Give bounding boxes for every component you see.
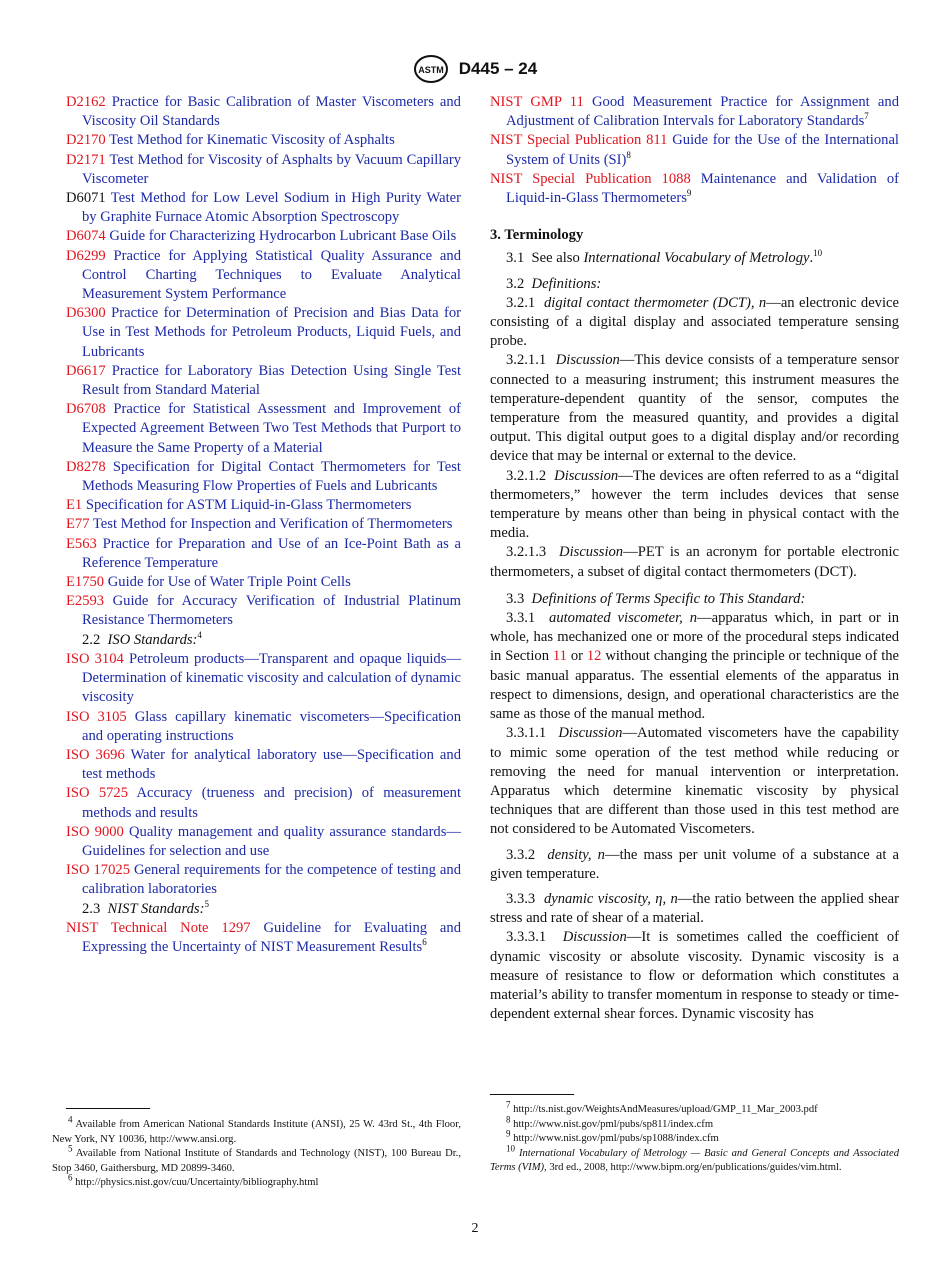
reference-item [66,861,461,899]
reference-code-link[interactable]: D8278 [66,458,106,475]
footnote-number: 4 [68,1114,73,1125]
page-header [0,54,950,84]
reference-item [66,189,461,227]
footnote-text: , 3rd ed., 2008, http://www.bipm.org/en/publications/guides/vim.html. [544,1162,842,1174]
reference-item [66,573,461,592]
footnote-text: Available from National Institute of Standards and Technology (NIST), 100 Bureau Dr., Stop 3460, Gaithersburg, MD 20899-3460. [52,1148,461,1174]
footnote-item [490,1128,899,1147]
reference-title-link[interactable]: Practice for Statistical Assessment and Improvement of Expected Agreement Between Two Test Methods that Purport to Measure the Same Property of a Material [82,401,461,456]
reference-item [490,93,899,131]
footnote-number: 5 [68,1143,73,1154]
footnote-marker: 6 [422,937,427,948]
iso-reference-list [66,650,461,900]
para-3-3-1: 3.3.1 automated viscometer, n—apparatus which, in part or in whole, has mechanized one or more of the procedural steps indicated in Section 11 or 12 without changing the principle or technique of the basic manual apparatus. The essential elements of the apparatus in respect to dimensions, design, and operational characteristics are the same as those of the manual method. [490,610,900,723]
para-3-1: 3.1 See also International Vocabulary of Metrology.$^{10}$ [506,248,823,267]
footnote-item [52,1114,461,1147]
reference-code-link[interactable]: D6074 [66,228,106,245]
reference-code-link[interactable]: ISO 5725 [66,785,129,802]
reference-code-link[interactable]: D2170 [66,132,106,149]
right-column [490,93,899,1024]
reference-item [66,227,461,246]
reference-code-link[interactable]: NIST Special Publication 811 [490,132,668,149]
reference-item [66,592,461,630]
reference-item [66,304,461,362]
reference-title-link[interactable]: Practice for Determination of Precision and Bias Data for Use in Test Methods for Petroleum Products, Liquid Fuels, and Lubricants [82,305,461,360]
footnote-number: 9 [506,1128,511,1139]
reference-title-link[interactable]: Test Method for Low Level Sodium in High Purity Water by Graphite Furnace Atomic Absorption Spectroscopy [82,190,462,226]
reference-code-link[interactable]: D6071 [66,190,106,207]
footnotes-right [490,1099,899,1176]
reference-title-link[interactable]: Specification for Digital Contact Thermometers for Test Methods Measuring Flow Properties of Fuels and Lubricants [82,458,461,495]
footnotes-left [52,1114,461,1191]
reference-code-link[interactable]: D6299 [66,247,106,264]
reference-code-link[interactable]: E77 [66,516,90,533]
reference-code-link[interactable]: NIST GMP 11 [490,94,584,110]
reference-item [66,708,461,746]
reference-title-link[interactable]: Test Method for Inspection and Verification of Thermometers [92,516,453,533]
reference-code-link[interactable]: E563 [66,535,97,552]
footnote-number: 6 [68,1172,73,1183]
reference-title-link[interactable]: Accuracy (trueness and precision) of measurement methods and results [82,785,461,821]
reference-title-link[interactable]: Practice for Laboratory Bias Detection Using Single Test Result from Standard Material [82,362,461,399]
reference-title-link[interactable]: Glass capillary kinematic viscometers—Specification and operating instructions [82,708,461,744]
reference-code-link[interactable]: D6617 [66,362,106,379]
left-column [66,93,461,957]
footnote-marker: 8 [626,149,631,160]
reference-code-link[interactable]: ISO 3696 [66,746,125,763]
reference-item [66,93,461,131]
terminology-heading: 3. Terminology [490,227,584,244]
para-3-2: 3.2 Definitions: [506,275,602,292]
nist-reference-list-right [490,93,899,208]
reference-title-link[interactable]: Practice for Basic Calibration of Master Viscometers and Viscosity Oil Standards [82,94,461,130]
reference-item [490,131,899,169]
reference-code-link[interactable]: ISO 9000 [66,823,124,840]
para-3-2-1-1: 3.2.1.1 Discussion—This device consists of a temperature sensor connected to a measuring instrument; this instrument measures the temperature-dependent quantity of the sensor, computes the temperature from the measured quantity, and provides a digital output. This digital output goes to a digital display and/or recording device that may be internal or external to the device. [490,352,899,465]
footnote-item [490,1114,899,1133]
reference-title-link[interactable]: Water for analytical laboratory use—Specification and test methods [82,746,462,783]
reference-title-link[interactable]: Specification for ASTM Liquid-in-Glass Thermometers [85,497,412,514]
reference-item [490,170,899,208]
footnote-item [52,1172,461,1191]
reference-title-link[interactable]: Test Method for Viscosity of Asphalts by Vacuum Capillary Viscometer [82,151,461,187]
reference-code-link[interactable]: D2171 [66,151,106,168]
footnote-marker: 7 [864,111,869,122]
reference-code-link[interactable]: NIST Technical Note 1297 [66,919,251,936]
reference-code-link[interactable]: E1 [66,497,83,514]
section-link-12[interactable]: 12 [586,648,602,665]
reference-item [66,515,461,534]
para-3-3-3: 3.3.3 dynamic viscosity, η, n—the ratio between the applied shear stress and rate of shear of a material. [490,890,900,927]
reference-title-link[interactable]: Quality management and quality assurance standards—Guidelines for selection and use [82,823,461,859]
reference-title-link[interactable]: Practice for Applying Statistical Quality Assurance and Control Charting Techniques to Evaluate Analytical Measurement System Performance [82,247,461,303]
footnote-divider-left [66,1108,150,1109]
para-3-3: 3.3 Definitions of Terms Specific to This Standard: [506,590,806,607]
nist-standards-heading: 2.3 NIST Standards:$^5$ [82,898,209,917]
para-3-3-2: 3.3.2 density, n—the mass per unit volume of a substance at a given temperature. [490,846,899,882]
reference-item [66,919,461,957]
footnote-text: http://physics.nist.gov/cuu/Uncertainty/bibliography.html [75,1177,319,1189]
para-3-3-3-1: 3.3.3.1 Discussion—It is sometimes called the coefficient of dynamic viscosity or absolute viscosity. Dynamic viscosity is a measure of resistance to flow or deformation which constitutes a material’s ability to transfer momentum in response to steady or time-dependent external shear forces. Dynamic viscosity has [490,929,899,1023]
astm-logo-icon [413,54,449,84]
svg-text:ASTM: ASTM [418,65,444,75]
footnote-number: 8 [506,1114,511,1125]
para-3-3-1-1: 3.3.1.1 Discussion—Automated viscometers have the capability to mimic some operation of the test method while reducing or removing the need for manual intervention or interpretation. Apparatus which determine kinematic viscosity by physical techniques that are different than those used in this test method are not considered to be Automated Viscometers. [490,725,899,838]
reference-code-link[interactable]: ISO 3104 [66,650,124,667]
para-3-2-1-3: 3.2.1.3 Discussion—PET is an acronym for portable electronic thermometers, a subset of digital contact thermometers (DCT). [490,544,900,580]
page-number: 2 [471,1221,479,1236]
reference-code-link[interactable]: D2162 [66,94,106,110]
reference-title-link[interactable]: Guide for Characterizing Hydrocarbon Lubricant Base Oils [109,228,457,245]
para-3-2-1: 3.2.1 digital contact thermometer (DCT), n—an electronic device consisting of a digital display and associated temperature sensing probe. [490,294,899,350]
reference-item [66,400,461,458]
reference-code-link[interactable]: D6300 [66,305,106,322]
footnote-text: http://ts.nist.gov/WeightsAndMeasures/upload/GMP_11_Mar_2003.pdf [513,1104,818,1115]
nist-reference-list-left [66,919,461,957]
reference-item [66,650,461,708]
reference-item [66,496,461,515]
reference-item [66,746,461,784]
footnote-text: http://www.nist.gov/pml/pubs/sp1088/index.cfm [513,1133,719,1145]
reference-title-link[interactable]: Maintenance and Validation of Liquid-in-Glass Thermometers [506,170,899,207]
reference-item [66,362,461,400]
footnote-item [490,1099,899,1118]
reference-code-link[interactable]: ISO 3105 [66,708,127,725]
astm-reference-list [66,93,461,631]
reference-item [66,823,461,861]
footnote-item [52,1143,461,1176]
reference-code-link[interactable]: E1750 [66,574,105,591]
reference-item [66,131,461,150]
reference-code-link[interactable]: D6708 [66,401,106,418]
reference-code-link[interactable]: ISO 17025 [66,862,130,879]
reference-code-link[interactable]: NIST Special Publication 1088 [490,170,691,187]
reference-title-link[interactable]: Guide for Use of Water Triple Point Cells [107,574,351,591]
footnote-italic-title: International Vocabulary of Metrology — Basic and General Concepts and Associated Terms (VIM) [490,1147,899,1174]
reference-item [66,247,461,305]
footnote-text: Available from American National Standards Institute (ANSI), 25 W. 43rd St., 4th Floor, New York, NY 10036, http://www.ansi.org. [52,1119,461,1145]
reference-item [66,458,461,496]
reference-title-link[interactable]: Petroleum products—Transparent and opaque liquids—Determination of kinematic viscosity and calculation of dynamic viscosity [82,650,461,706]
iso-standards-heading: 2.2 ISO Standards:$^4$ [82,629,202,648]
reference-title-link[interactable]: General requirements for the competence of testing and calibration laboratories [82,862,461,898]
reference-title-link[interactable]: Guideline for Evaluating and Expressing the Uncertainty of NIST Measurement Results [82,919,461,955]
footnote-number: 7 [506,1099,511,1110]
reference-title-link[interactable]: Guide for the Use of the International System of Units (SI) [506,132,899,168]
reference-title-link[interactable]: Guide for Accuracy Verification of Industrial Platinum Resistance Thermometers [82,593,461,629]
reference-item [66,151,461,189]
reference-title-link[interactable]: Practice for Preparation and Use of an Ice-Point Bath as a Reference Temperature [82,535,461,571]
standard-designation: D445 – 24 [458,59,538,78]
reference-title-link[interactable]: Good Measurement Practice for Assignment and Adjustment of Calibration Intervals for Laboratory Standards [506,94,899,130]
section-link-11[interactable]: 11 [552,648,567,665]
reference-item [66,784,461,822]
footnote-divider-right [490,1094,574,1095]
footnote-number: 10 [506,1143,515,1154]
footnote-item [490,1143,899,1176]
reference-item [66,535,461,573]
reference-code-link[interactable]: E2593 [66,593,105,610]
footnote-marker: 9 [686,188,692,199]
para-3-2-1-2: 3.2.1.2 Discussion—The devices are often referred to as a “digital thermometers,” however the term includes devices that sense temperature by means other than being in physical contact with the media. [490,467,900,542]
footnote-text: http://www.nist.gov/pml/pubs/sp811/index.cfm [513,1118,714,1130]
reference-title-link[interactable]: Test Method for Kinematic Viscosity of Asphalts [109,132,395,149]
